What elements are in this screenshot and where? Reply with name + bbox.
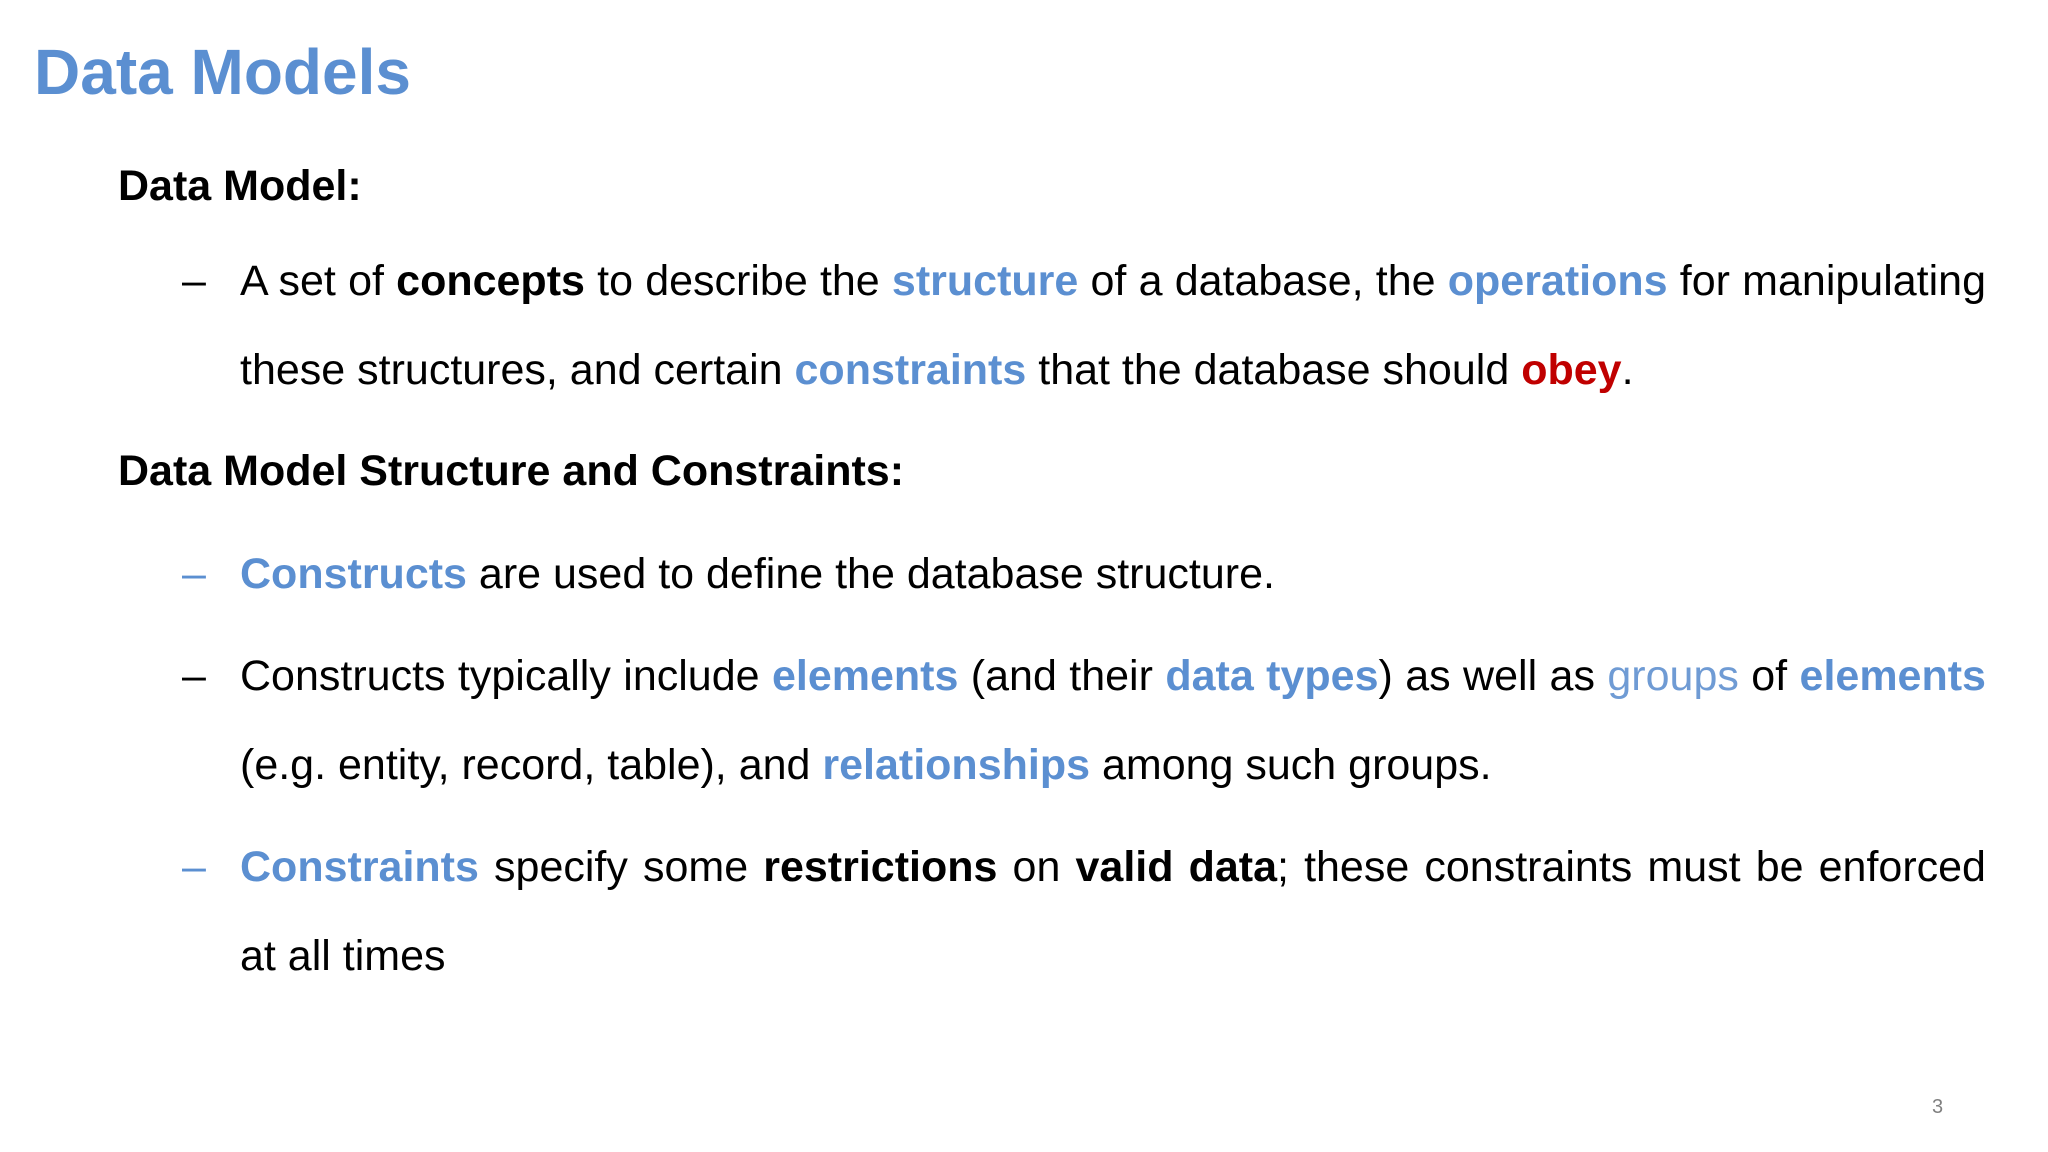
bullet-constructs-define	[182, 530, 1986, 619]
text-segment: for manipulating these structures, and certain	[240, 257, 1986, 394]
dash-icon: –	[182, 843, 206, 891]
text-segment: of	[1738, 652, 1800, 700]
term-restrictions: restrictions	[763, 843, 998, 891]
bullet-data-model-definition	[182, 237, 1986, 415]
text-segment: on	[997, 843, 1076, 891]
text-segment: .	[1621, 346, 1634, 394]
term-concepts: concepts	[396, 257, 585, 305]
text-segment: that the database should	[1026, 346, 1522, 394]
term-constructs: Constructs	[240, 550, 467, 598]
term-data-types: data types	[1165, 652, 1379, 700]
bullet-text	[240, 237, 1986, 415]
term-operations: operations	[1447, 257, 1668, 305]
dash-icon: –	[182, 257, 206, 305]
term-constraints: constraints	[794, 346, 1027, 394]
section-heading-structure-constraints: Data Model Structure and Constraints:	[118, 447, 905, 495]
dash-icon: –	[182, 550, 206, 598]
bullet-text	[240, 530, 1986, 619]
text-segment: of a database, the	[1078, 257, 1448, 305]
text-segment: A set of	[240, 257, 397, 305]
term-constraints: Constraints	[240, 843, 479, 891]
text-segment: specify some	[478, 843, 764, 891]
term-groups: groups	[1607, 652, 1739, 700]
page-number: 3	[1932, 1096, 1944, 1118]
bullet-text	[240, 632, 1986, 810]
text-segment: among such groups.	[1090, 741, 1492, 789]
bullet-text	[240, 823, 1986, 1001]
text-segment: ; these constraints must be enforced at all times	[240, 843, 1986, 980]
text-segment: (and their	[958, 652, 1166, 700]
term-structure: structure	[891, 257, 1079, 305]
section-heading-data-model: Data Model:	[118, 162, 362, 210]
slide-title: Data Models	[34, 36, 411, 108]
term-elements: elements	[771, 652, 959, 700]
text-segment: (e.g. entity, record, table), and	[240, 741, 823, 789]
term-relationships: relationships	[822, 741, 1091, 789]
text-segment: to describe the	[584, 257, 892, 305]
bullet-constructs-include	[182, 632, 1986, 810]
bullet-constraints-specify	[182, 823, 1986, 1001]
text-segment: ) as well as	[1378, 652, 1608, 700]
dash-icon: –	[182, 652, 206, 700]
term-obey: obey	[1521, 346, 1622, 394]
term-valid-data: valid data	[1075, 843, 1278, 891]
term-elements: elements	[1799, 652, 1986, 700]
text-segment: Constructs typically include	[240, 652, 772, 700]
text-segment: are used to define the database structure.	[466, 550, 1275, 598]
